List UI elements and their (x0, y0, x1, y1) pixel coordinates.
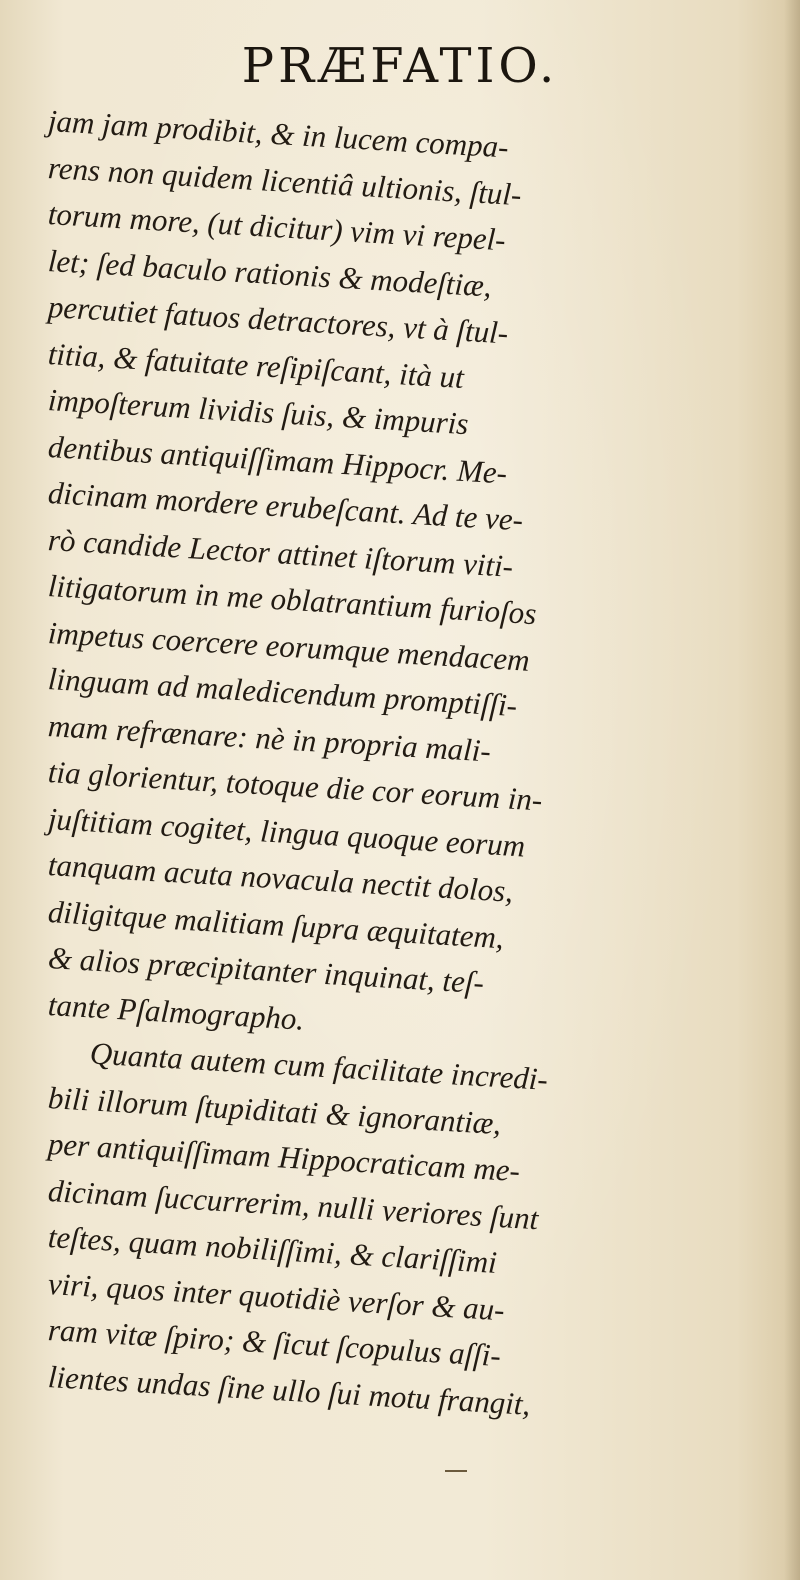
paragraph-start-line: Quanta autem cum facilitate incredi- (88, 1035, 549, 1097)
text-line: bili illorum ſtupiditati & ignorantiæ, (47, 1079, 503, 1141)
text-line: tanquam acuta novacula nectit dolos, (47, 847, 515, 909)
text-line: tante Pſalmographo. (47, 986, 306, 1037)
text-line: rens non quidem licentiâ ultionis, ſtul- (47, 149, 523, 212)
text-line: percutiet fatuos detractores, vt à ſtul- (47, 289, 510, 351)
text-line: linguam ad maledicendum promptiſſi- (47, 661, 519, 724)
bottom-rule-mark (445, 1470, 467, 1472)
text-line: diligitque malitiam ſupra æquitatem, (47, 893, 505, 955)
text-line: dicinam ſuccurrerim, nulli veriores ſunt (47, 1172, 540, 1236)
text-line: impoſterum lividis ſuis, & impuris (47, 382, 470, 442)
text-line: viri, quos inter quotidiè verſor & au- (47, 1265, 506, 1327)
text-line: impetus coercere eorumque mendacem (47, 614, 531, 678)
page-edge-shadow (784, 0, 800, 1580)
text-line: torum more, (ut dicitur) vim vi repel- (47, 196, 507, 258)
text-line: teſtes, quam nobiliſſimi, & clariſſimi (47, 1219, 498, 1280)
text-line: ram vitæ ſpiro; & ſicut ſcopulus aſſi- (47, 1312, 502, 1374)
text-line: jam jam prodibit, & in lucem compa- (47, 103, 510, 165)
text-line: dicinam mordere erubeſcant. Ad te ve- (47, 475, 525, 538)
text-line: titia, & fatuitate reſipiſcant, ità ut (47, 335, 465, 395)
text-line: juſtitiam cogitet, lingua quoque eorum (47, 800, 527, 863)
text-line: tia glorientur, totoque die cor eorum in- (47, 754, 544, 818)
text-line: dentibus antiquiſſimam Hippocr. Me- (47, 428, 509, 490)
text-line: per antiquiſſimam Hippocraticam me- (47, 1126, 521, 1189)
text-line: & alios præcipitanter inquinat, teſ- (47, 940, 485, 1001)
text-line: mam refrænare: nè in propria mali- (47, 707, 492, 768)
text-line: rò candide Lector attinet iſtorum viti- (47, 521, 515, 584)
text-line: lientes undas ſine ullo ſui motu frangit, (47, 1358, 532, 1422)
body-text (47, 98, 774, 1422)
text-line: litigatorum in me oblatrantium furioſos (47, 568, 538, 632)
running-header: PRÆFATIO. (241, 38, 559, 94)
text-line: let; ſed baculo rationis & modeſtiæ, (47, 242, 493, 304)
